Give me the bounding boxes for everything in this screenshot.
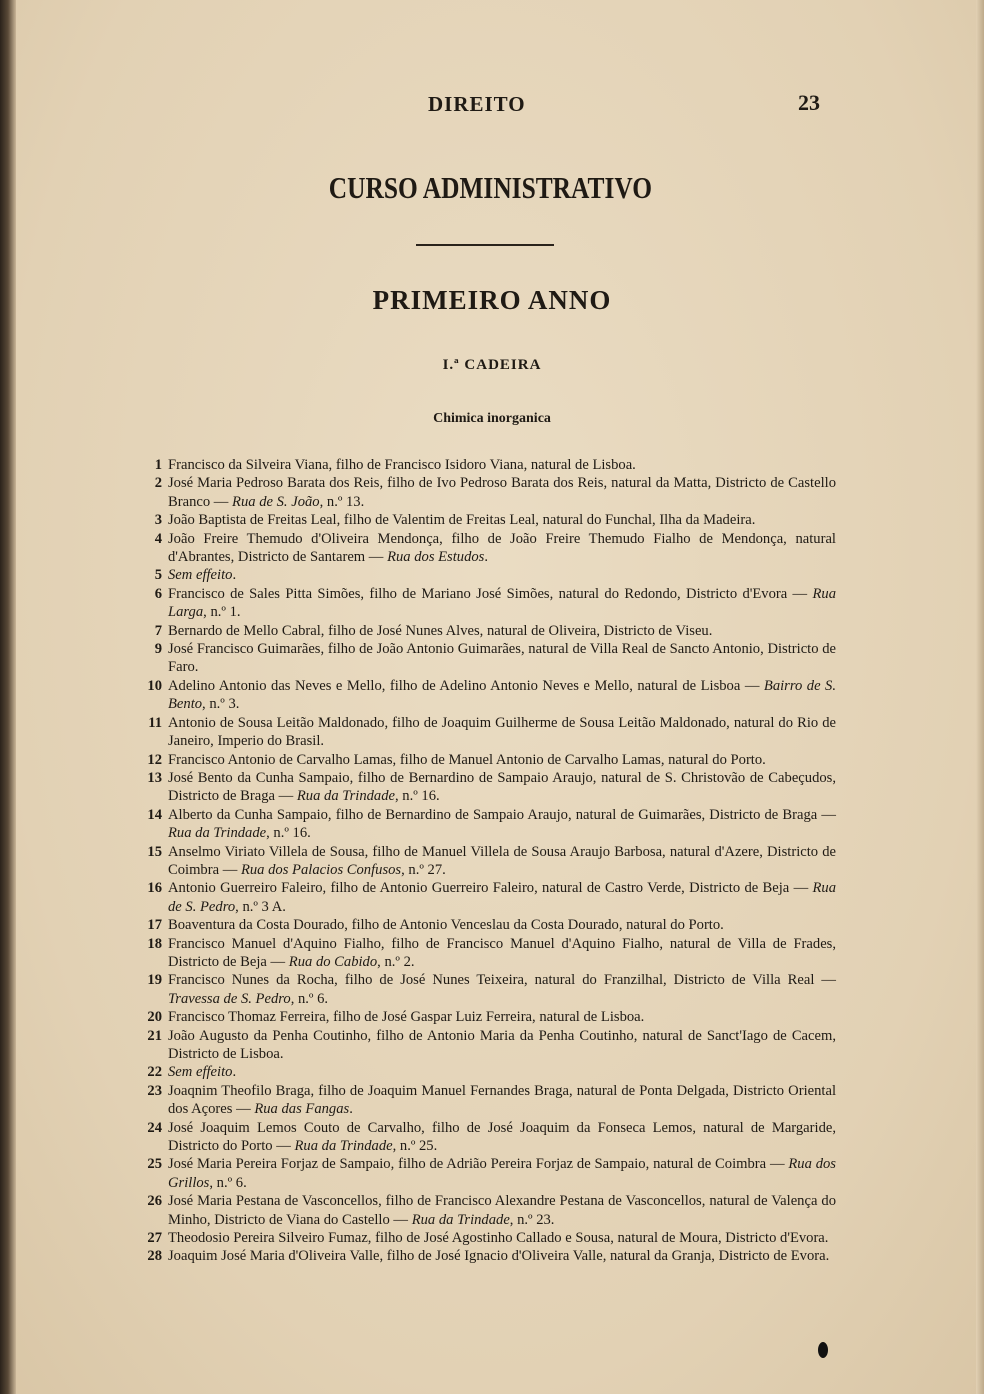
entry-text <box>168 622 836 640</box>
entry-number: 16 <box>147 880 162 897</box>
entry-text <box>168 1229 836 1247</box>
running-header-title: DIREITO <box>428 92 526 116</box>
list-item <box>140 1008 836 1026</box>
entry-body: Adelino Antonio das Neves e Mello, filho de Adelino Antonio Neves e Mello, natural de Lisboa — <box>168 677 764 694</box>
entry-address-number: , n.º 27. <box>401 861 446 878</box>
chair-heading: I.ª CADEIRA <box>442 357 542 373</box>
list-item <box>140 1082 836 1119</box>
section-title: CURSO ADMINISTRATIVO <box>328 170 652 205</box>
entry-number: 10 <box>147 677 162 694</box>
entry-number: 23 <box>147 1082 162 1099</box>
entry-address-number: , n.º 25. <box>392 1138 438 1155</box>
entry-body: Francisco Nunes da Rocha, filho de José Nunes Teixeira, natural do Franzilhal, Districto de Villa Real — <box>168 972 836 989</box>
entry-address-number: , n.º 3. <box>202 696 240 713</box>
entry-text <box>168 1119 836 1156</box>
entry-body: Antonio Guerreiro Faleiro, filho de Antonio Guerreiro Faleiro, natural de Castro Verde, Districto de Beja — <box>168 880 813 897</box>
entry-body: José Maria Pereira Forjaz de Sampaio, filho de Adrião Pereira Forjaz de Sampaio, natural de Coimbra — <box>168 1156 789 1173</box>
list-item <box>140 1247 836 1265</box>
entry-number: 6 <box>154 585 162 602</box>
entry-address-number: , n.º 2. <box>377 953 415 970</box>
entry-number: 26 <box>147 1193 162 1210</box>
entry-number: 12 <box>147 751 162 768</box>
entry-text <box>168 806 836 843</box>
list-item <box>140 530 836 567</box>
entry-text <box>168 1082 836 1119</box>
entry-address: Travessa de S. Pedro <box>168 990 291 1007</box>
page-edge <box>976 0 984 1394</box>
entry-address: Sem effeito <box>168 567 233 584</box>
list-item <box>140 566 836 584</box>
list-item <box>140 935 836 972</box>
list-item <box>140 456 836 474</box>
entry-number: 21 <box>147 1027 162 1044</box>
entry-address: Rua de S. João <box>232 493 320 510</box>
entry-number: 4 <box>154 530 162 547</box>
list-item <box>140 1155 836 1192</box>
entry-number: 3 <box>154 512 162 529</box>
entry-text <box>168 1027 836 1064</box>
list-item <box>140 1192 836 1229</box>
entry-text <box>168 677 836 714</box>
entry-body: Alberto da Cunha Sampaio, filho de Bernardino de Sampaio Araujo, natural de Guimarães, Districto de Braga — <box>168 806 836 823</box>
entry-text <box>168 751 836 769</box>
list-item <box>140 1027 836 1064</box>
list-item <box>140 677 836 714</box>
ink-blot <box>818 1342 828 1358</box>
entry-body: José Maria Pedroso Barata dos Reis, filho de Ivo Pedroso Barata dos Reis, natural da Matta, Districto de Castello Branco — <box>168 475 836 510</box>
entry-body: Francisco Antonio de Carvalho Lamas, filho de Manuel Antonio de Carvalho Lamas, natural do Porto. <box>168 751 766 768</box>
entry-address-number: , n.º 3 A. <box>235 898 286 915</box>
entry-address: Bairro de S. Bento <box>168 677 836 713</box>
entry-address: Rua da Trindade <box>411 1211 510 1228</box>
book-spine-shadow <box>0 0 16 1394</box>
entry-address: Rua dos Grillos <box>168 1156 836 1191</box>
entry-number: 9 <box>154 641 162 658</box>
entry-number: 25 <box>147 1156 162 1173</box>
entry-address-number: , n.º 16. <box>266 825 311 842</box>
entry-body: Francisco de Sales Pitta Simões, filho de Mariano José Simões, natural do Redondo, Districto d'Evora — <box>168 585 813 602</box>
list-item <box>140 1229 836 1247</box>
entry-text <box>168 511 836 529</box>
list-item <box>140 1063 836 1081</box>
entry-number: 15 <box>147 843 162 860</box>
entry-number: 2 <box>154 475 162 492</box>
entry-number: 11 <box>148 714 162 731</box>
entry-text <box>168 769 836 806</box>
entry-number: 28 <box>147 1248 162 1265</box>
list-item <box>140 585 836 622</box>
list-item <box>140 1119 836 1156</box>
running-header <box>0 92 984 120</box>
entry-address: Rua Larga <box>168 585 836 621</box>
entry-text <box>168 1155 836 1192</box>
page-number: 23 <box>798 90 820 115</box>
entry-address-number: . <box>232 1064 237 1081</box>
entry-number: 17 <box>147 917 162 934</box>
entry-body: Antonio de Sousa Leitão Maldonado, filho de Joaquim Guilherme de Sousa Leitão Maldonado, natural do Rio de Janeiro, Imperio do Brasil. <box>168 714 836 750</box>
entry-address-number: . <box>349 1101 353 1118</box>
entry-body: Anselmo Viriato Villela de Sousa, filho de Manuel Villela de Sousa Araujo Barbosa, natural d'Azere, Districto de Coimbra — <box>168 843 836 878</box>
entry-text <box>168 916 836 934</box>
entry-body: José Joaquim Lemos Couto de Carvalho, filho de José Joaquim da Fonseca Lemos, natural de Margaride, Districto do Porto — <box>168 1119 836 1155</box>
entry-text <box>168 456 836 474</box>
entry-number: 22 <box>147 1064 162 1081</box>
entry-address-number: . <box>232 567 237 584</box>
entry-text <box>168 1192 836 1229</box>
list-item <box>140 916 836 934</box>
entry-body: Joaqnim Theofilo Braga, filho de Joaquim Manuel Fernandes Braga, natural de Ponta Delgada, Districto Oriental dos Açores — <box>168 1082 836 1118</box>
entry-body: Francisco Thomaz Ferreira, filho de José Gaspar Luiz Ferreira, natural de Lisboa. <box>168 1009 645 1026</box>
entry-number: 20 <box>147 1009 162 1026</box>
entry-body: Boaventura da Costa Dourado, filho de Antonio Venceslau da Costa Dourado, natural do Porto. <box>168 917 724 934</box>
entry-text <box>168 530 836 567</box>
entry-address-number: , n.º 1. <box>203 604 241 621</box>
entry-address: Rua dos Palacios Confusos <box>240 861 402 878</box>
entry-body: João Baptista de Freitas Leal, filho de Valentim de Freitas Leal, natural do Funchal, Ilha da Madeira. <box>168 512 756 529</box>
entry-address: Rua da Trindade <box>168 825 267 842</box>
entry-text <box>168 1063 836 1081</box>
entry-number: 18 <box>147 935 162 952</box>
entry-text <box>168 843 836 880</box>
entry-address-number: , n.º 23. <box>509 1211 555 1228</box>
entry-address: Sem effeito <box>168 1064 233 1081</box>
entry-number: 13 <box>147 769 162 786</box>
entry-body: João Augusto da Penha Coutinho, filho de Antonio Maria da Penha Coutinho, natural de Sanct'Iago de Cacem, Districto de Lisboa. <box>168 1027 836 1062</box>
entry-address: Rua da Trindade <box>294 1138 393 1155</box>
entry-number: 24 <box>147 1119 162 1136</box>
entry-text <box>168 935 836 972</box>
list-item <box>140 622 836 640</box>
entry-text <box>168 714 836 751</box>
entry-text <box>168 585 836 622</box>
entry-address: Rua da Trindade <box>296 788 395 805</box>
entry-text <box>168 1008 836 1026</box>
entry-text <box>168 474 836 511</box>
list-item <box>140 971 836 1008</box>
list-item <box>140 879 836 916</box>
list-item <box>140 511 836 529</box>
entry-number: 1 <box>154 457 162 473</box>
entry-address: Rua das Fangas <box>254 1101 350 1118</box>
entry-number: 7 <box>154 622 162 639</box>
entry-body: Francisco da Silveira Viana, filho de Francisco Isidoro Viana, natural de Lisboa. <box>168 457 636 473</box>
entry-address-number: , n.º 6. <box>290 990 329 1007</box>
list-item <box>140 806 836 843</box>
entry-number: 27 <box>147 1230 162 1247</box>
entry-number: 19 <box>147 972 162 989</box>
list-item <box>140 474 836 511</box>
entry-text <box>168 1247 836 1265</box>
entry-body: Joaquim José Maria d'Oliveira Valle, filho de José Ignacio d'Oliveira Valle, natural da Granja, Districto de Evora. <box>168 1248 830 1265</box>
entry-address-number: , n.º 6. <box>209 1174 247 1191</box>
entry-body: Francisco Manuel d'Aquino Fialho, filho de Francisco Manuel d'Aquino Fialho, natural de Villa de Frades, Districto de Beja — <box>168 935 836 970</box>
entry-body: José Bento da Cunha Sampaio, filho de Bernardino de Sampaio Araujo, natural de S. Christovão de Cabeçudos, Districto de Braga — <box>168 769 836 805</box>
entry-body: José Maria Pestana de Vasconcellos, filho de Francisco Alexandre Pestana de Vasconcellos, natural de Valença do Minho, Districto de Viana do Castello — <box>168 1193 836 1228</box>
entry-number: 5 <box>154 567 162 584</box>
subject-heading: Chimica inorganica <box>433 411 551 426</box>
entry-text <box>168 971 836 1008</box>
entry-body: José Francisco Guimarães, filho de João Antonio Guimarães, natural de Villa Real de Sancto Antonio, Districto de Faro. <box>168 641 836 676</box>
entry-text <box>168 640 836 677</box>
entry-address-number: , n.º 13. <box>319 493 365 510</box>
entry-text <box>168 566 836 584</box>
entry-address-number: , n.º 16. <box>395 788 440 805</box>
entry-address: Rua dos Estudos <box>387 549 485 566</box>
entry-address: Rua do Cabido <box>288 953 378 970</box>
entry-number: 14 <box>147 806 162 823</box>
list-item <box>140 714 836 751</box>
list-item <box>140 843 836 880</box>
section-divider <box>416 244 554 246</box>
entry-address-number: . <box>484 549 489 566</box>
entry-text <box>168 879 836 916</box>
entry-body: João Freire Themudo d'Oliveira Mendonça, filho de João Freire Themudo Fialho de Mendonça, natural d'Abrantes, Districto de Santarem — <box>168 530 836 566</box>
list-item <box>140 751 836 769</box>
list-item <box>140 640 836 677</box>
entry-body: Theodosio Pereira Silveiro Fumaz, filho de José Agostinho Callado e Sousa, natural de Moura, Districto d'Evora. <box>168 1230 829 1247</box>
list-item <box>140 769 836 806</box>
entry-address: Rua de S. Pedro <box>168 880 836 915</box>
entry-body: Bernardo de Mello Cabral, filho de José Nunes Alves, natural de Oliveira, Districto de Viseu. <box>168 622 713 639</box>
student-list <box>140 456 836 1266</box>
year-title: PRIMEIRO ANNO <box>372 285 612 315</box>
